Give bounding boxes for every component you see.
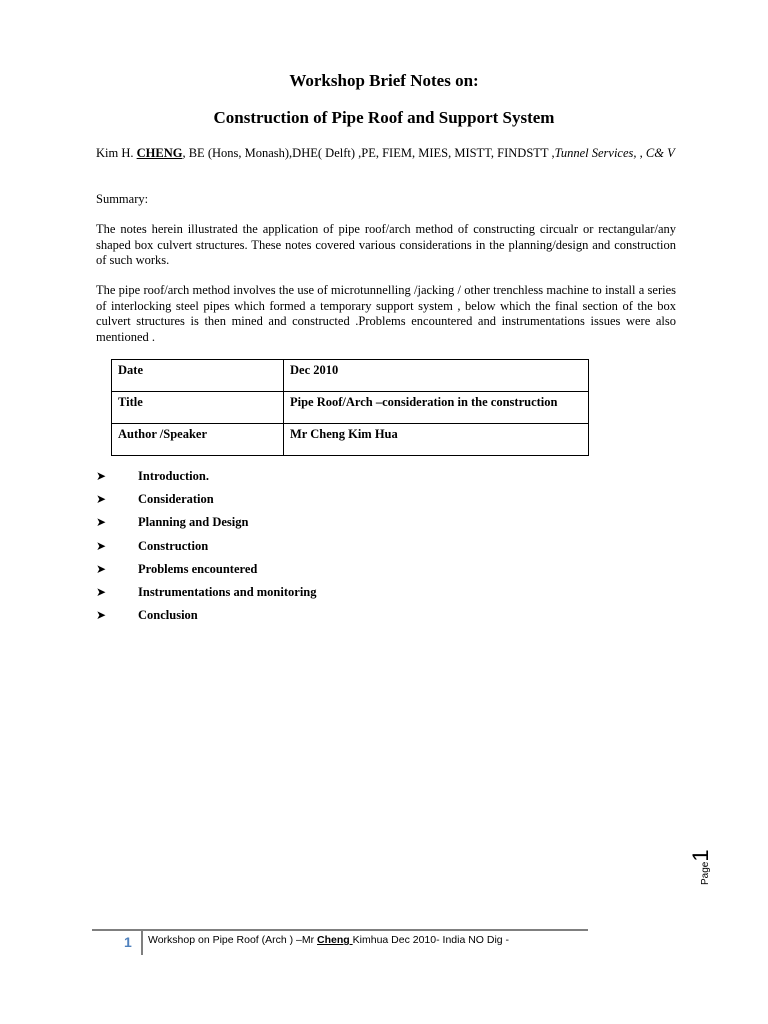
arrow-bullet-icon: ➤ [96, 515, 107, 530]
summary-paragraph-1: The notes herein illustrated the application of pipe roof/arch method of constructing circualr or rectangular/any shaped box culvert structures. These notes covered various considerations in the planning/design and construction of such works. [96, 222, 676, 268]
table-value-date: Dec 2010 [284, 360, 589, 392]
arrow-bullet-icon: ➤ [96, 492, 107, 507]
footer-text-after: Kimhua Dec 2010- India NO Dig - [352, 934, 510, 946]
author-credentials: , BE (Hons, Monash),DHE( Delft) ,PE, FIEM, MIES, MISTT, FINDSTT , [182, 146, 555, 160]
arrow-bullet-icon: ➤ [96, 561, 107, 576]
list-item [96, 585, 317, 608]
footer-name: Cheng [317, 934, 353, 946]
table-row [112, 392, 589, 424]
footer-text [148, 934, 509, 946]
list-item [96, 608, 317, 631]
footer-text-before: Workshop on Pipe Roof (Arch ) –Mr [148, 934, 318, 946]
side-page-number [688, 849, 714, 885]
author-affiliation: Tunnel Services, , C& V [554, 146, 675, 160]
list-item [96, 562, 317, 585]
table-value-title: Pipe Roof/Arch –consideration in the construction [284, 392, 589, 424]
arrow-bullet-icon: ➤ [96, 608, 107, 623]
list-item [96, 469, 317, 492]
info-table [111, 359, 589, 456]
table-row [112, 424, 589, 456]
footer-page-number: 1 [124, 934, 132, 950]
list-item-label: Planning and Design [138, 515, 249, 530]
document-subtitle: Construction of Pipe Roof and Support System [213, 108, 555, 127]
page-number-large: 1 [688, 849, 713, 862]
list-item-label: Introduction. [138, 469, 209, 483]
summary-label: Summary: [96, 192, 149, 206]
list-item-label: Construction [138, 538, 209, 553]
list-item [96, 515, 317, 538]
author-prefix: Kim H. [96, 146, 137, 160]
author-surname: CHENG [136, 146, 183, 160]
list-item [96, 539, 317, 562]
table-label-author: Author /Speaker [112, 424, 284, 456]
list-item-label: Instrumentations and monitoring [138, 584, 317, 599]
document-title: Workshop Brief Notes on: [289, 71, 479, 90]
list-item-label: Consideration [138, 492, 214, 507]
summary-paragraph-2: The pipe roof/arch method involves the use of microtunnelling /jacking / other trenchless machine to install a series of interlocking steel pipes which formed a temporary support system , below which the final section of the box culvert structures is then mined and constructed .Problems encountered and instrumentations issues were also mentioned . [96, 283, 676, 344]
page-word: Page [700, 861, 711, 885]
arrow-bullet-icon: ➤ [96, 469, 107, 483]
list-item [96, 492, 317, 515]
contents-list [96, 469, 317, 631]
table-label-date: Date [112, 360, 284, 392]
footer-divider [92, 929, 588, 931]
table-row [112, 360, 589, 392]
list-item-label: Problems encountered [138, 561, 258, 576]
author-line [96, 145, 676, 161]
arrow-bullet-icon: ➤ [96, 538, 107, 553]
list-item-label: Conclusion [138, 608, 198, 623]
footer-vertical-divider [141, 929, 143, 955]
table-label-title: Title [112, 392, 284, 424]
table-value-author: Mr Cheng Kim Hua [284, 424, 589, 456]
arrow-bullet-icon: ➤ [96, 584, 107, 599]
